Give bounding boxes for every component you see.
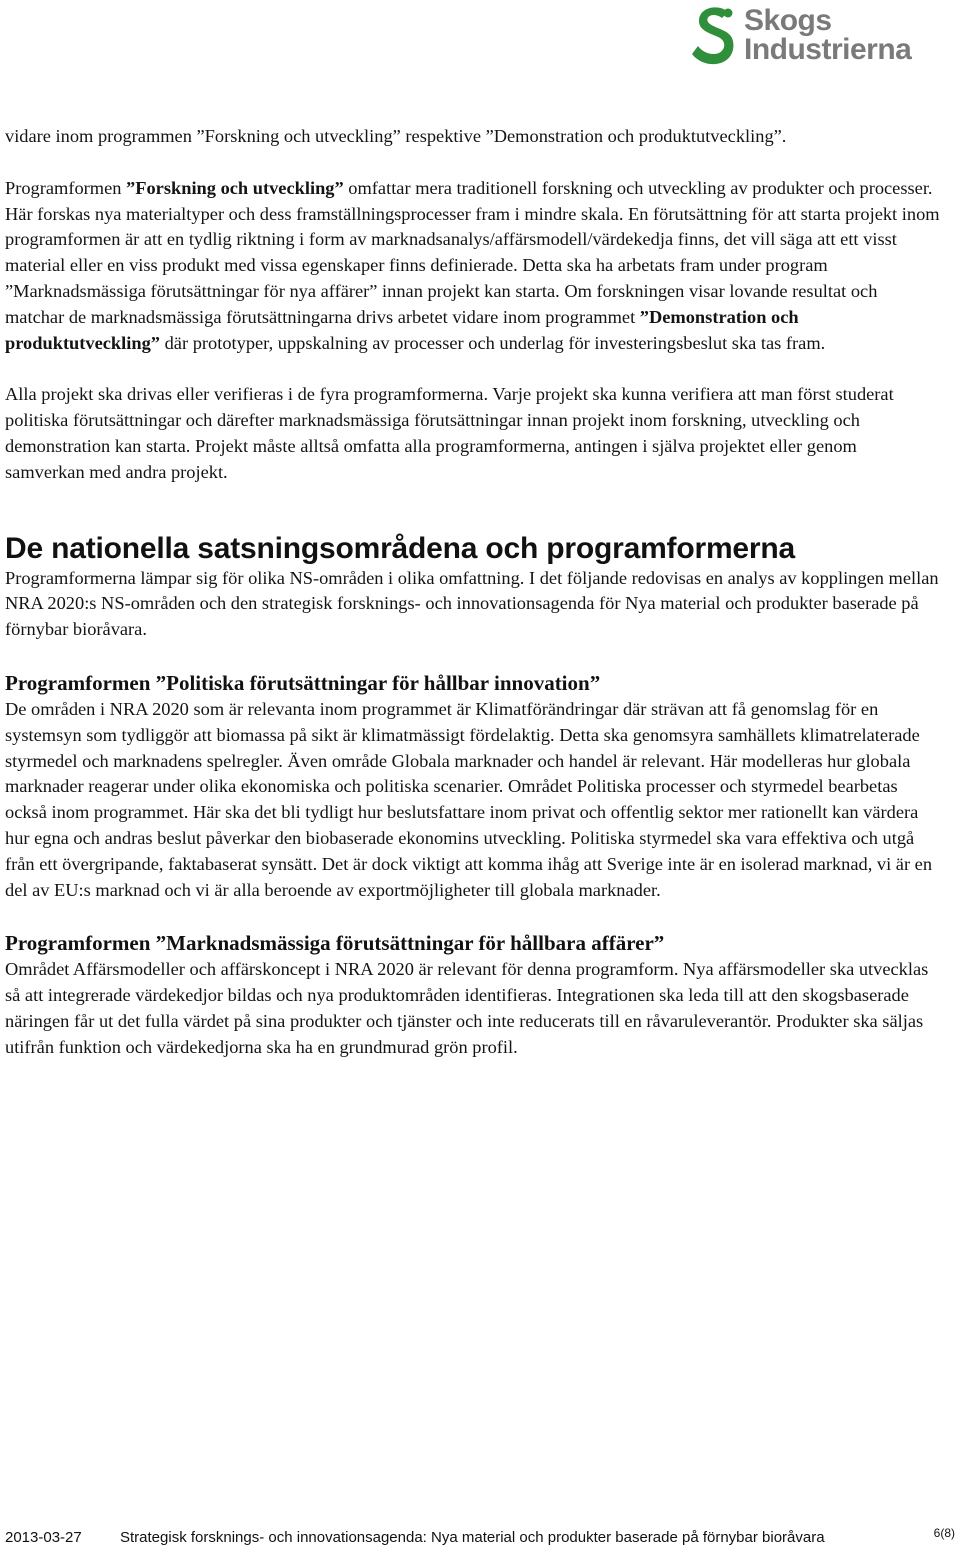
skogsindustrierna-logo bbox=[690, 2, 932, 68]
text-segment: Programformen bbox=[5, 177, 127, 198]
page-footer bbox=[5, 1526, 955, 1548]
logo-s-mark-icon bbox=[690, 4, 740, 66]
text-segment: omfattar mera traditionell forskning och utveckling av produkter och processer. Här forskas nya materialtyper och dess framställningsprocesser fram i mindre skala. En förutsättning för att starta projekt inom programformen är att en tydlig riktning i form av marknadsanalys/affärsmodell/värdekedja finns, det vill säga att ett visst material eller en viss produkt med vissa egenskaper finns definierade. Detta ska ha arbetats fram under program ”Marknadsmässiga förutsättningar för nya affärer” innan projekt kan starta. Om forskningen visar lovande resultat och matchar de marknadsmässiga förutsättningarna drivs arbetet vidare inom programmet bbox=[5, 177, 940, 327]
text-segment: där prototyper, uppskalning av processer och underlag för investeringsbeslut ska tas fram. bbox=[160, 332, 826, 353]
footer-date: 2013-03-27 bbox=[5, 1529, 82, 1546]
subsection-body: Området Affärsmodeller och affärskoncept i NRA 2020 är relevant för denna programform. Nya affärsmodeller ska utvecklas så att integrerade värdekedjor bildas och nya produktområden identifieras. Integrationen ska leda till att den skogsbaserade näringen får ut det fulla värdet på sina produkter och tjänster och inte reducerats till en råvaruleverantör. Produkter ska säljas utifrån funktion och värdekedjorna ska ha en grundmurad grön profil. bbox=[5, 959, 929, 1057]
paragraph bbox=[5, 124, 940, 150]
subsection-heading: Programformen ”Marknadsmässiga förutsättningar för hållbara affärer” bbox=[5, 931, 665, 956]
subsection-heading: Programformen ”Politiska förutsättningar för hållbar innovation” bbox=[5, 670, 601, 695]
text-segment: Alla projekt ska drivas eller verifieras i de fyra programformerna. Varje projekt ska kunna verifiera att man först studerat politiska förutsättningar och därefter marknadsmässiga förutsättningar innan projekt inom forskning, utveckling och demonstration kan starta. Projekt måste alltså omfatta alla programformerna, antingen i själva projektet eller genom samverkan med andra projekt. bbox=[5, 384, 894, 482]
text-segment: vidare inom programmen ”Forskning och utveckling” respektive ”Demonstration och produktutveckling”. bbox=[5, 126, 787, 146]
bold-program-name: ”Forskning och utveckling” bbox=[126, 177, 344, 198]
page-number: 6(8) bbox=[933, 1526, 955, 1540]
logo-word-industrierna: Industrierna bbox=[744, 33, 912, 66]
bold-program-name: ”Demonstration och produktutveckling” bbox=[5, 306, 799, 353]
paragraph bbox=[5, 382, 940, 485]
footer-title: Strategisk forsknings- och innovationsagenda: Nya material och produkter baserade på förnybar bioråvara bbox=[120, 1529, 825, 1546]
document-body bbox=[5, 124, 940, 1061]
subsection-body: De områden i NRA 2020 som är relevanta inom programmet är Klimatförändringar där strävan att få genomslag för en systemsyn som tydliggör att biomassa på sikt är klimatmässigt fördelaktig. Detta ska genomsyra samhällets klimatrelaterade styrmedel och marknadens spelregler. Även område Globala marknader och handel är relevant. Här modelleras hur globala marknader reagerar under olika ekonomiska och politiska scenarier. Området Politiska processer och styrmedel bearbetas också inom programmet. Här ska det bli tydligt hur beslutsfattare inom privat och offentlig sektor mer rationellt kan värdera hur egna och andras beslut påverkar den biobaserade ekonomins utveckling. Politiska styrmedel ska vara effektiva och utgå från ett övergripande, faktabaserat synsätt. Det är dock viktigt att komma ihåg att Sverige inte är en isolerad marknad, vi är en del av EU:s marknad och vi är alla beroende av exportmöjligheter till globala marknader. bbox=[5, 698, 933, 900]
section-heading: De nationella satsningsområdena och programformerna bbox=[5, 531, 795, 565]
paragraph bbox=[5, 176, 940, 357]
section-intro: Programformerna lämpar sig för olika NS-områden i olika omfattning. I det följande redovisas en analys av kopplingen mellan NRA 2020:s NS-områden och den strategisk forsknings- och innovationsagenda för Nya material och produkter baserade på förnybar bioråvara. bbox=[5, 567, 939, 640]
logo-word-skogs: Skogs bbox=[744, 4, 832, 37]
